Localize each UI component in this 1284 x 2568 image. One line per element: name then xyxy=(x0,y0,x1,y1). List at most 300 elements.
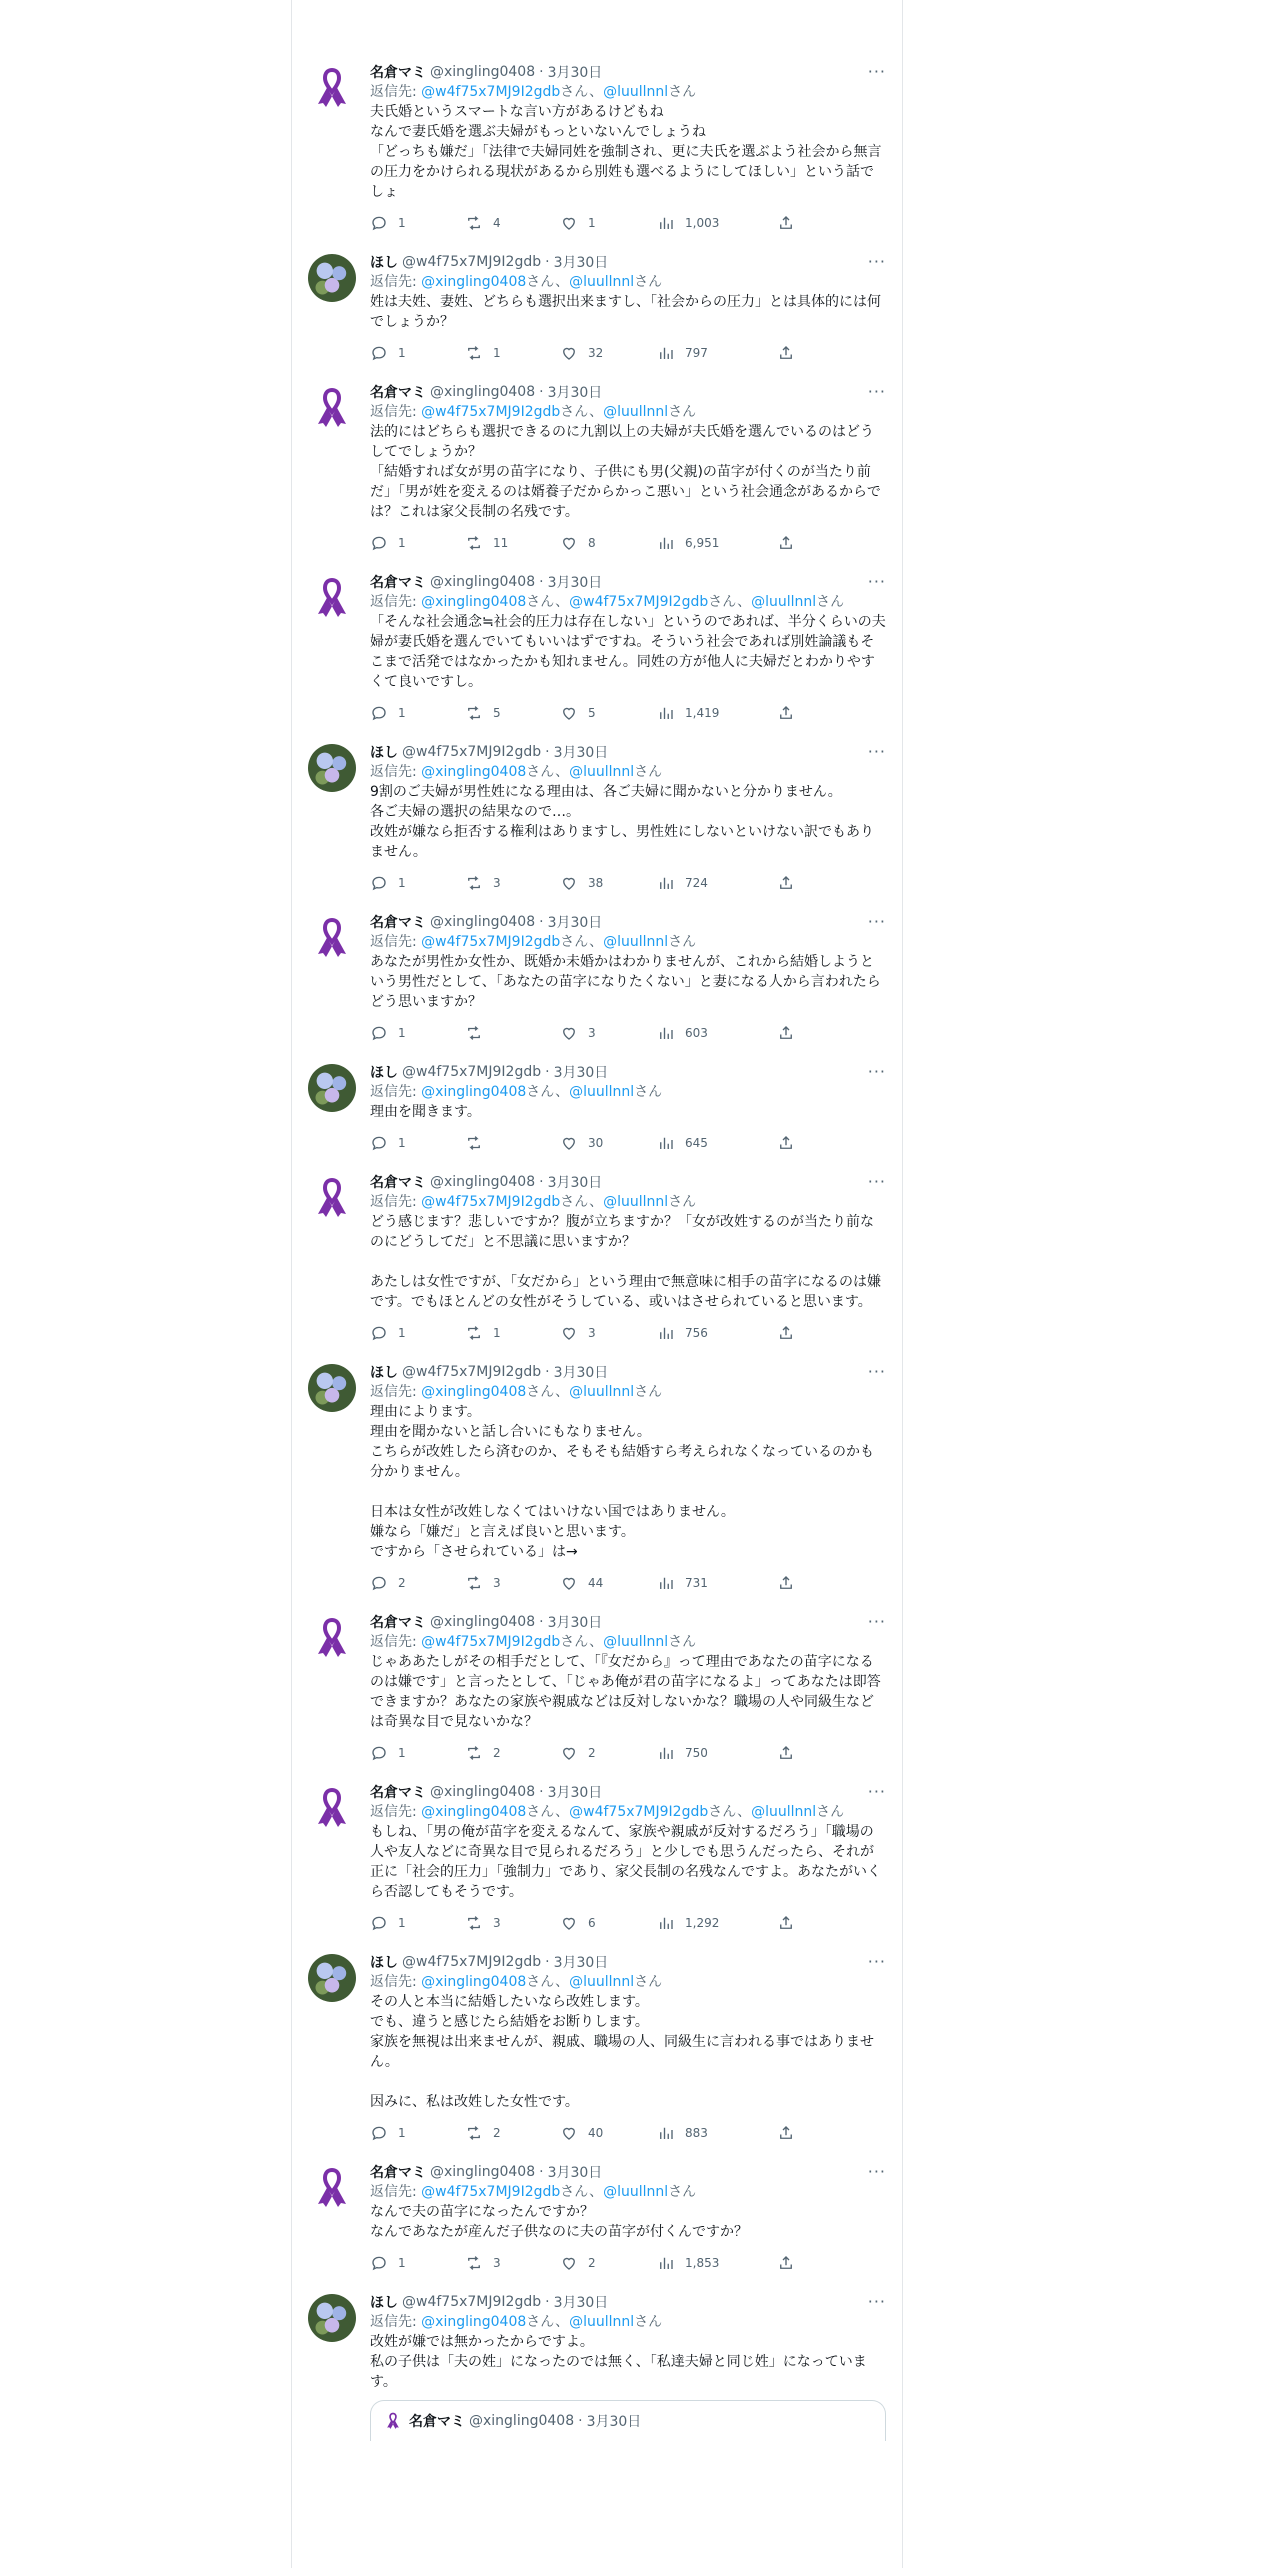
like-button[interactable] xyxy=(560,704,657,722)
tweet-text: もしね、「男の俺が苗字を変えるなんて、家族や親戚が反対するだろう」「職場の人や友人などに奇異な目で見られるだろう」と少しでも思うんだったら、それが正に「社会的圧力」「強制力」であり、家父長制の名残なんですよ。あなたがいくら否認してもそうです。 xyxy=(370,1824,881,1900)
likes-count: 8 xyxy=(588,536,596,550)
mention-link[interactable]: @w4f75x7MJ9I2gdb xyxy=(421,404,561,420)
likes-count: 5 xyxy=(588,706,596,720)
mention-link[interactable]: @luullnnl xyxy=(751,594,817,610)
tweet-date[interactable]: 3月30日 xyxy=(553,745,609,761)
more-icon[interactable]: ··· xyxy=(867,1362,886,1381)
heart-icon xyxy=(560,1914,588,1932)
reply-button[interactable] xyxy=(370,1324,465,1342)
mention-separator: 、 xyxy=(737,594,752,610)
views-button[interactable] xyxy=(657,534,777,552)
tweet-text: 「そんな社会通念≒社会的圧力は存在しない」というのであれば、半分くらいの夫婦が妻氏婚を選んでいてもいいはずですね。そういう社会であれば別姓論議もそこまで活発ではなかったかも知れません。同姓の方が他人に夫婦だとわかりやすくて良いですし。 xyxy=(370,614,886,690)
mention-link[interactable]: @w4f75x7MJ9I2gdb xyxy=(421,2184,561,2200)
reply-button[interactable] xyxy=(370,534,465,552)
avatar-hydrangea[interactable] xyxy=(308,1954,356,2002)
reply-prefix: 返信先: xyxy=(370,1634,422,1650)
tweet-header xyxy=(370,1952,886,1972)
user-handle[interactable]: @xingling0408 xyxy=(430,384,536,400)
heart-icon xyxy=(560,874,588,892)
tweet[interactable] xyxy=(292,560,902,730)
reply-prefix: 返信先: xyxy=(370,1384,422,1400)
tweet-text: 9割のご夫婦が男性姓になる理由は、各ご夫婦に聞かないと分かりません。 各ご夫婦の選択の結果なので…。 改姓が嫌なら拒否する権利はありますし、男性姓にしないといけない訳でもありません。 xyxy=(370,784,874,860)
reply-context xyxy=(370,1632,886,1652)
share-button[interactable] xyxy=(777,344,805,362)
views-icon xyxy=(657,534,685,552)
avatar-ribbon[interactable] xyxy=(308,914,356,962)
views-button[interactable] xyxy=(657,2254,777,2272)
tweet-actions xyxy=(370,1126,886,1160)
mention-separator: 、 xyxy=(589,934,604,950)
mention-link[interactable]: @luullnnl xyxy=(603,84,669,100)
tweet-header xyxy=(370,2292,886,2312)
share-button[interactable] xyxy=(777,1134,805,1152)
reply-button[interactable] xyxy=(370,2124,465,2142)
tweet-body xyxy=(370,1782,886,1940)
more-icon[interactable]: ··· xyxy=(867,1952,886,1971)
tweet-header xyxy=(370,912,886,932)
retweet-button[interactable] xyxy=(465,534,560,552)
tweet-body xyxy=(370,2292,886,2441)
more-icon[interactable]: ··· xyxy=(867,1782,886,1801)
separator-dot: · xyxy=(539,574,544,590)
retweet-button[interactable] xyxy=(465,704,560,722)
replies-count: 1 xyxy=(398,2256,406,2270)
honorific: さん xyxy=(526,2314,556,2330)
tweet-body xyxy=(370,572,886,730)
retweet-button[interactable] xyxy=(465,1024,560,1042)
mention-link[interactable]: @xingling0408 xyxy=(421,1084,527,1100)
display-name[interactable]: ほし xyxy=(370,1065,398,1081)
more-icon[interactable]: ··· xyxy=(867,1612,886,1631)
user-handle[interactable]: @xingling0408 xyxy=(430,64,536,80)
mention-separator: 、 xyxy=(589,404,604,420)
reply-button[interactable] xyxy=(370,1134,465,1152)
retweets-count: 3 xyxy=(493,1916,501,1930)
tweet[interactable] xyxy=(292,50,902,240)
display-name[interactable]: 名倉マミ xyxy=(370,1175,426,1191)
retweet-button[interactable] xyxy=(465,1914,560,1932)
heart-icon xyxy=(560,1744,588,1762)
views-icon xyxy=(657,704,685,722)
mention-separator: 、 xyxy=(555,594,570,610)
avatar-hydrangea[interactable] xyxy=(308,254,356,302)
avatar-ribbon[interactable] xyxy=(308,2164,356,2212)
display-name[interactable]: ほし xyxy=(370,255,398,271)
views-icon xyxy=(657,1574,685,1592)
views-count: 1,853 xyxy=(685,2256,720,2270)
honorific: さん xyxy=(634,274,663,290)
views-button[interactable] xyxy=(657,874,777,892)
tweet-date[interactable]: 3月30日 xyxy=(553,255,609,271)
mention-link[interactable]: @xingling0408 xyxy=(421,1804,527,1820)
like-button[interactable] xyxy=(560,534,657,552)
reply-icon xyxy=(370,1024,398,1042)
more-icon[interactable]: ··· xyxy=(867,252,886,271)
reply-context xyxy=(370,762,886,782)
like-button[interactable] xyxy=(560,1744,657,1762)
tweet-body xyxy=(370,252,886,370)
mention-link[interactable]: @luullnnl xyxy=(569,274,635,290)
reply-icon xyxy=(370,344,398,362)
share-button[interactable] xyxy=(777,2254,805,2272)
more-icon[interactable]: ··· xyxy=(867,572,886,591)
tweet-date[interactable]: 3月30日 xyxy=(547,2165,603,2181)
retweet-button[interactable] xyxy=(465,874,560,892)
reply-icon xyxy=(370,214,398,232)
views-button[interactable] xyxy=(657,1024,777,1042)
tweet-actions xyxy=(370,526,886,560)
share-icon xyxy=(777,1024,805,1042)
tweet[interactable] xyxy=(292,1940,902,2150)
user-handle[interactable]: @xingling0408 xyxy=(430,914,536,930)
tweet-text: 理由によります。 理由を聞かないと話し合いにもなりません。 こちらが改姓したら済むのか、そもそも結婚すら考えられなくなっているのかも分かりません。 日本は女性が改姓しなくてはいけない国ではありません。 嫌なら「嫌だ」と言えば良いと思います。 ですから「させられている」は→ xyxy=(370,1404,874,1560)
honorific: さん xyxy=(526,1084,556,1100)
user-handle[interactable]: @w4f75x7MJ9I2gdb xyxy=(402,254,542,270)
views-icon xyxy=(657,874,685,892)
views-button[interactable] xyxy=(657,1324,777,1342)
tweet[interactable] xyxy=(292,2280,902,2441)
avatar-ribbon[interactable] xyxy=(308,384,356,432)
reply-context xyxy=(370,2312,886,2332)
mention-link[interactable]: @w4f75x7MJ9I2gdb xyxy=(421,1634,561,1650)
share-button[interactable] xyxy=(777,1574,805,1592)
views-button[interactable] xyxy=(657,1914,777,1932)
display-name[interactable]: 名倉マミ xyxy=(370,2165,426,2181)
avatar-ribbon xyxy=(383,2411,403,2431)
retweet-icon xyxy=(465,1134,493,1152)
share-button[interactable] xyxy=(777,874,805,892)
reply-button[interactable] xyxy=(370,1914,465,1932)
tweet-header xyxy=(370,1782,886,1802)
retweets-count: 2 xyxy=(493,2126,501,2140)
replies-count: 1 xyxy=(398,1136,406,1150)
honorific: さん xyxy=(816,594,845,610)
mention-link[interactable]: @xingling0408 xyxy=(421,2314,527,2330)
tweet[interactable] xyxy=(292,1050,902,1160)
separator-dot: · xyxy=(539,1174,544,1190)
tweet[interactable] xyxy=(292,1350,902,1600)
heart-icon xyxy=(560,1024,588,1042)
retweet-button[interactable] xyxy=(465,1324,560,1342)
honorific: さん xyxy=(560,84,590,100)
more-icon[interactable]: ··· xyxy=(867,1172,886,1191)
share-icon xyxy=(777,1134,805,1152)
tweet-date[interactable]: 3月30日 xyxy=(553,1955,609,1971)
tweet-actions xyxy=(370,696,886,730)
display-name[interactable]: 名倉マミ xyxy=(370,915,426,931)
views-button[interactable] xyxy=(657,1574,777,1592)
user-handle[interactable]: @xingling0408 xyxy=(430,1614,536,1630)
tweet-body xyxy=(370,1062,886,1160)
views-button[interactable] xyxy=(657,2124,777,2142)
display-name[interactable]: 名倉マミ xyxy=(370,1615,426,1631)
display-name[interactable]: 名倉マミ xyxy=(370,575,426,591)
share-button[interactable] xyxy=(777,534,805,552)
honorific: さん xyxy=(816,1804,845,1820)
like-button[interactable] xyxy=(560,2124,657,2142)
user-handle[interactable]: @xingling0408 xyxy=(430,1784,536,1800)
tweet-header xyxy=(370,382,886,402)
like-button[interactable] xyxy=(560,1324,657,1342)
mention-link[interactable]: @xingling0408 xyxy=(421,594,527,610)
reply-prefix: 返信先: xyxy=(370,84,422,100)
share-button[interactable] xyxy=(777,1744,805,1762)
reply-button[interactable] xyxy=(370,874,465,892)
mention-separator: 、 xyxy=(589,1194,604,1210)
reply-icon xyxy=(370,704,398,722)
retweet-button[interactable] xyxy=(465,214,560,232)
likes-count: 3 xyxy=(588,1026,596,1040)
share-button[interactable] xyxy=(777,704,805,722)
mention-separator: 、 xyxy=(589,1634,604,1650)
reply-button[interactable] xyxy=(370,1744,465,1762)
display-name[interactable]: ほし xyxy=(370,1955,398,1971)
mention-link[interactable]: @luullnnl xyxy=(569,1384,635,1400)
mention-link[interactable]: @luullnnl xyxy=(569,2314,635,2330)
tweet-date[interactable]: 3月30日 xyxy=(553,1365,609,1381)
retweet-button[interactable] xyxy=(465,1134,560,1152)
mention-link[interactable]: @luullnnl xyxy=(569,1084,635,1100)
tweet-body xyxy=(370,1952,886,2150)
reply-button[interactable] xyxy=(370,2254,465,2272)
avatar-hydrangea[interactable] xyxy=(308,744,356,792)
avatar-ribbon[interactable] xyxy=(308,574,356,622)
display-name[interactable]: 名倉マミ xyxy=(370,385,426,401)
user-handle[interactable]: @xingling0408 xyxy=(430,2164,536,2180)
mention-link[interactable]: @luullnnl xyxy=(569,1974,635,1990)
like-button[interactable] xyxy=(560,1134,657,1152)
like-button[interactable] xyxy=(560,1574,657,1592)
tweet[interactable] xyxy=(292,730,902,900)
honorific: さん xyxy=(560,404,590,420)
retweet-button[interactable] xyxy=(465,1744,560,1762)
views-button[interactable] xyxy=(657,344,777,362)
heart-icon xyxy=(560,2124,588,2142)
tweet-text: 改姓が嫌では無かったからですよ。 私の子供は「夫の姓」になったのでは無く、「私達夫婦と同じ姓」になっています。 xyxy=(370,2334,867,2390)
like-button[interactable] xyxy=(560,1024,657,1042)
avatar-hydrangea[interactable] xyxy=(308,2294,356,2342)
views-button[interactable] xyxy=(657,704,777,722)
mention-link[interactable]: @luullnnl xyxy=(603,1194,669,1210)
tweet-body xyxy=(370,1362,886,1600)
mention-link[interactable]: @w4f75x7MJ9I2gdb xyxy=(421,1194,561,1210)
honorific: さん xyxy=(708,1804,738,1820)
mention-link[interactable]: @luullnnl xyxy=(603,404,669,420)
avatar-ribbon[interactable] xyxy=(308,64,356,112)
tweet-date[interactable]: 3月30日 xyxy=(547,1175,603,1191)
tweet-date[interactable]: 3月30日 xyxy=(547,915,603,931)
views-icon xyxy=(657,1024,685,1042)
mention-link[interactable]: @luullnnl xyxy=(751,1804,817,1820)
reply-icon xyxy=(370,874,398,892)
user-handle[interactable]: @w4f75x7MJ9I2gdb xyxy=(402,1954,542,1970)
honorific: さん xyxy=(526,1384,556,1400)
tweet-text: 理由を聞きます。 xyxy=(370,1104,481,1120)
tweet-header xyxy=(370,252,886,272)
tweet[interactable] xyxy=(292,1160,902,1350)
user-handle[interactable]: @w4f75x7MJ9I2gdb xyxy=(402,744,542,760)
like-button[interactable] xyxy=(560,1914,657,1932)
mention-link[interactable]: @luullnnl xyxy=(603,934,669,950)
tweet-date[interactable]: 3月30日 xyxy=(553,2295,609,2311)
display-name[interactable]: ほし xyxy=(370,1365,398,1381)
tweet-body xyxy=(370,2162,886,2280)
retweet-icon xyxy=(465,534,493,552)
tweet-actions xyxy=(370,2116,886,2150)
mention-link[interactable]: @luullnnl xyxy=(603,2184,669,2200)
tweet-text: 法的にはどちらも選択できるのに九割以上の夫婦が夫氏婚を選んでいるのはどうしてでしょうか？ 「結婚すれば女が男の苗字になり、子供にも男(父親)の苗字が付くのが当たり前だ」「男が姓を変えるのは婿養子だからかっこ悪い」という社会通念があるからでは？これは家父長制の名残です。 xyxy=(370,424,881,520)
reply-icon xyxy=(370,1574,398,1592)
replies-count: 1 xyxy=(398,536,406,550)
avatar-ribbon[interactable] xyxy=(308,1614,356,1662)
separator-dot: · xyxy=(539,914,544,930)
avatar-ribbon[interactable] xyxy=(308,1784,356,1832)
tweet[interactable] xyxy=(292,240,902,370)
likes-count: 1 xyxy=(588,216,596,230)
mention-link[interactable]: @xingling0408 xyxy=(421,1384,527,1400)
retweets-count: 1 xyxy=(493,346,501,360)
more-icon[interactable]: ··· xyxy=(867,2162,886,2181)
more-icon[interactable]: ··· xyxy=(867,62,886,81)
share-button[interactable] xyxy=(777,1024,805,1042)
likes-count: 32 xyxy=(588,346,604,360)
reply-button[interactable] xyxy=(370,704,465,722)
tweet-actions xyxy=(370,1566,886,1600)
like-button[interactable] xyxy=(560,2254,657,2272)
mention-link[interactable]: @w4f75x7MJ9I2gdb xyxy=(421,934,561,950)
share-button[interactable] xyxy=(777,214,805,232)
tweet[interactable] xyxy=(292,370,902,560)
honorific: さん xyxy=(668,2184,697,2200)
views-icon xyxy=(657,1744,685,1762)
avatar-hydrangea[interactable] xyxy=(308,1064,356,1112)
honorific: さん xyxy=(560,934,590,950)
reply-context xyxy=(370,82,886,102)
views-count: 1,419 xyxy=(685,706,720,720)
mention-link[interactable]: @luullnnl xyxy=(569,764,635,780)
reply-icon xyxy=(370,1134,398,1152)
share-button[interactable] xyxy=(777,2124,805,2142)
tweet-body xyxy=(370,912,886,1050)
reply-context xyxy=(370,2182,886,2202)
separator-dot: · xyxy=(545,1364,550,1380)
tweet-text: その人と本当に結婚したいなら改姓します。 でも、違うと感じたら結婚をお断りします。 家族を無視は出来ませんが、親戚、職場の人、同級生に言われる事ではありません。 因みに、私は改姓した女性です。 xyxy=(370,1994,874,2110)
like-button[interactable] xyxy=(560,214,657,232)
mention-link[interactable]: @w4f75x7MJ9I2gdb xyxy=(569,594,709,610)
share-icon xyxy=(777,344,805,362)
reply-button[interactable] xyxy=(370,1024,465,1042)
tweet-date[interactable]: 3月30日 xyxy=(547,1615,603,1631)
separator-dot: · xyxy=(539,64,544,80)
share-button[interactable] xyxy=(777,1914,805,1932)
tweet-date[interactable]: 3月30日 xyxy=(547,385,603,401)
user-handle[interactable]: @w4f75x7MJ9I2gdb xyxy=(402,2294,542,2310)
retweet-button[interactable] xyxy=(465,344,560,362)
share-button[interactable] xyxy=(777,1324,805,1342)
likes-count: 30 xyxy=(588,1136,604,1150)
tweet-date[interactable]: 3月30日 xyxy=(553,1065,609,1081)
user-handle[interactable]: @xingling0408 xyxy=(430,574,536,590)
tweet-date[interactable]: 3月30日 xyxy=(547,1785,603,1801)
views-button[interactable] xyxy=(657,214,777,232)
reply-prefix: 返信先: xyxy=(370,764,422,780)
reply-button[interactable] xyxy=(370,344,465,362)
likes-count: 40 xyxy=(588,2126,604,2140)
display-name[interactable]: 名倉マミ xyxy=(370,1785,426,1801)
mention-link[interactable]: @w4f75x7MJ9I2gdb xyxy=(569,1804,709,1820)
tweet-text: あなたが男性か女性か、既婚か未婚かはわかりませんが、これから結婚しようという男性だとして、「あなたの苗字になりたくない」と妻になる人から言われたらどう思いますか？ xyxy=(370,954,881,1010)
like-button[interactable] xyxy=(560,344,657,362)
more-icon[interactable]: ··· xyxy=(867,912,886,931)
retweet-button[interactable] xyxy=(465,1574,560,1592)
retweet-icon xyxy=(465,1574,493,1592)
mention-link[interactable]: @w4f75x7MJ9I2gdb xyxy=(421,84,561,100)
likes-count: 44 xyxy=(588,1576,604,1590)
tweet-thread xyxy=(292,50,902,2441)
more-icon[interactable]: ··· xyxy=(867,1062,886,1081)
retweet-icon xyxy=(465,214,493,232)
share-icon xyxy=(777,1324,805,1342)
views-button[interactable] xyxy=(657,1744,777,1762)
avatar-ribbon[interactable] xyxy=(308,1174,356,1222)
user-handle[interactable]: @w4f75x7MJ9I2gdb xyxy=(402,1064,542,1080)
reply-context xyxy=(370,402,886,422)
quoted-tweet[interactable] xyxy=(370,2400,886,2441)
mention-link[interactable]: @luullnnl xyxy=(603,1634,669,1650)
reply-button[interactable] xyxy=(370,1574,465,1592)
separator-dot: · xyxy=(545,744,550,760)
display-name[interactable]: 名倉マミ xyxy=(370,65,426,81)
views-button[interactable] xyxy=(657,1134,777,1152)
reply-icon xyxy=(370,2124,398,2142)
tweet-date[interactable]: 3月30日 xyxy=(547,65,603,81)
retweet-icon xyxy=(465,874,493,892)
reply-button[interactable] xyxy=(370,214,465,232)
tweet-date[interactable]: 3月30日 xyxy=(547,575,603,591)
retweet-button[interactable] xyxy=(465,2254,560,2272)
honorific: さん xyxy=(668,1194,697,1210)
more-icon[interactable]: ··· xyxy=(867,742,886,761)
tweet-actions xyxy=(370,1736,886,1770)
views-count: 1,292 xyxy=(685,1916,720,1930)
reply-context xyxy=(370,932,886,952)
like-button[interactable] xyxy=(560,874,657,892)
display-name[interactable]: ほし xyxy=(370,745,398,761)
retweet-icon xyxy=(465,344,493,362)
more-icon[interactable]: ··· xyxy=(867,382,886,401)
more-icon[interactable]: ··· xyxy=(867,2292,886,2311)
avatar-hydrangea[interactable] xyxy=(308,1364,356,1412)
mention-separator: 、 xyxy=(555,1084,570,1100)
tweet-text: じゃああたしがその相手だとして、「『女だから』って理由であなたの苗字になるのは嫌です」と言ったとして、「じゃあ俺が君の苗字になるよ」ってあなたは即答できますか？あなたの家族や親戚などは反対しないかな？職場の人や同級生などは奇異な目で見ないかな？ xyxy=(370,1654,881,1730)
likes-count: 2 xyxy=(588,2256,596,2270)
retweet-button[interactable] xyxy=(465,2124,560,2142)
user-handle[interactable]: @w4f75x7MJ9I2gdb xyxy=(402,1364,542,1380)
user-handle[interactable]: @xingling0408 xyxy=(430,1174,536,1190)
display-name[interactable]: ほし xyxy=(370,2295,398,2311)
tweet[interactable] xyxy=(292,1600,902,1770)
tweet[interactable] xyxy=(292,1770,902,1940)
mention-link[interactable]: @xingling0408 xyxy=(421,764,527,780)
tweet[interactable] xyxy=(292,2150,902,2280)
retweets-count: 2 xyxy=(493,1746,501,1760)
mention-link[interactable]: @xingling0408 xyxy=(421,274,527,290)
views-icon xyxy=(657,2124,685,2142)
tweet[interactable] xyxy=(292,900,902,1050)
heart-icon xyxy=(560,1324,588,1342)
mention-link[interactable]: @xingling0408 xyxy=(421,1974,527,1990)
separator-dot: · xyxy=(545,1064,550,1080)
